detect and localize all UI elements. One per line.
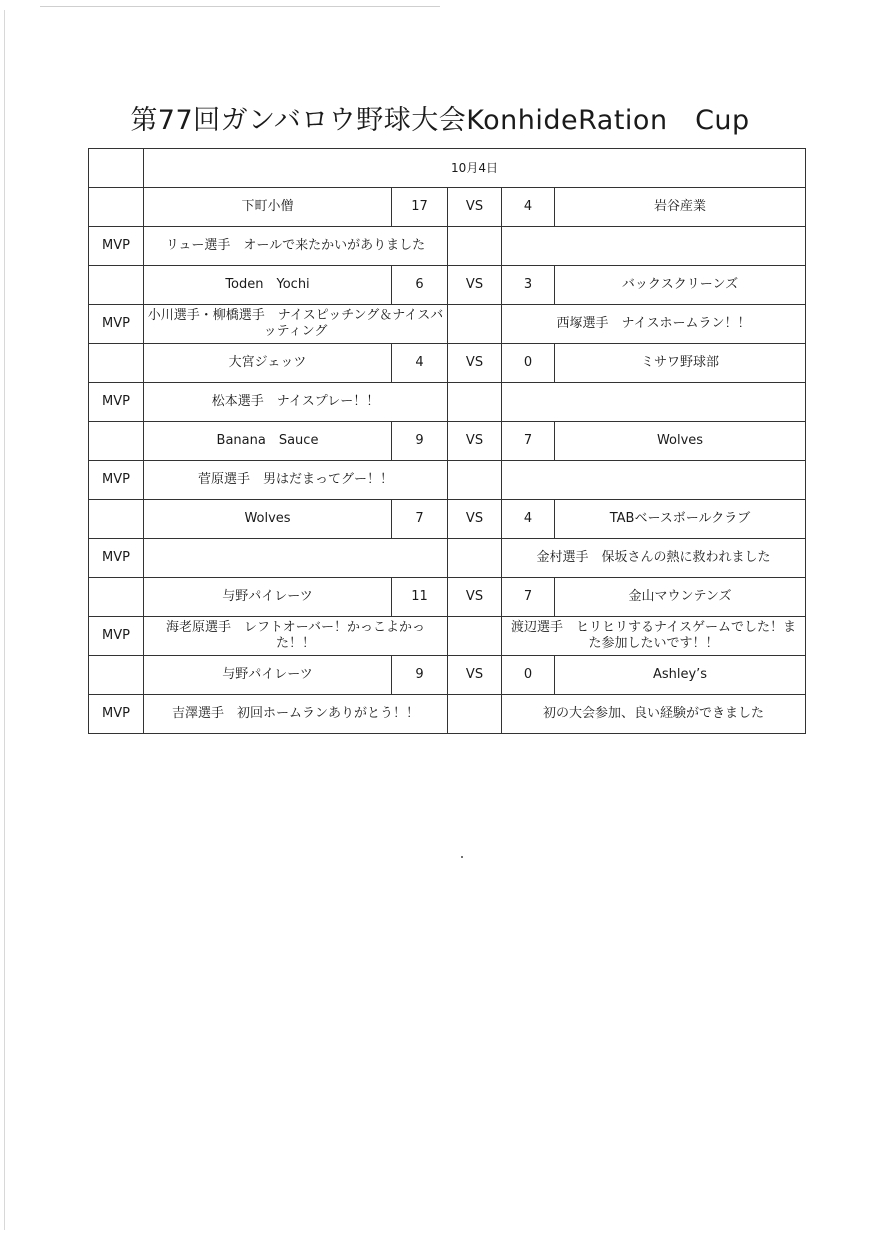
vs-label: VS <box>448 500 502 539</box>
home-team: Wolves <box>144 500 392 539</box>
home-score: 7 <box>392 500 448 539</box>
away-score: 0 <box>502 344 555 383</box>
mvp-spacer-cell <box>448 617 502 656</box>
empty-label-cell <box>89 266 144 305</box>
date-header: 10月4日 <box>144 149 806 188</box>
game-row <box>89 266 806 305</box>
mvp-spacer-cell <box>448 539 502 578</box>
game-row <box>89 188 806 227</box>
game-row <box>89 578 806 617</box>
mvp-away-comment <box>502 461 806 500</box>
mvp-label: MVP <box>89 227 144 266</box>
date-row <box>89 149 806 188</box>
mvp-spacer-cell <box>448 695 502 734</box>
empty-label-cell <box>89 656 144 695</box>
empty-label-cell <box>89 188 144 227</box>
mvp-away-comment <box>502 227 806 266</box>
mvp-away-comment: 渡辺選手 ヒリヒリするナイスゲームでした！また参加したいです！！ <box>502 617 806 656</box>
home-team: Banana Sauce <box>144 422 392 461</box>
results-table <box>88 148 806 734</box>
mvp-label: MVP <box>89 305 144 344</box>
mvp-spacer-cell <box>448 461 502 500</box>
home-team: 与野パイレーツ <box>144 656 392 695</box>
home-team: 下町小僧 <box>144 188 392 227</box>
away-team: Wolves <box>555 422 806 461</box>
vs-label: VS <box>448 344 502 383</box>
game-row <box>89 422 806 461</box>
scan-speck <box>461 856 463 858</box>
mvp-home-comment <box>144 539 448 578</box>
empty-label-cell <box>89 500 144 539</box>
mvp-label: MVP <box>89 539 144 578</box>
mvp-row <box>89 227 806 266</box>
mvp-spacer-cell <box>448 383 502 422</box>
mvp-row <box>89 539 806 578</box>
mvp-label: MVP <box>89 383 144 422</box>
game-row <box>89 500 806 539</box>
empty-label-cell <box>89 422 144 461</box>
away-score: 4 <box>502 188 555 227</box>
home-team: 大宮ジェッツ <box>144 344 392 383</box>
scan-edge <box>4 10 5 1230</box>
mvp-away-comment: 西塚選手 ナイスホームラン！！ <box>502 305 806 344</box>
home-score: 17 <box>392 188 448 227</box>
mvp-away-comment <box>502 383 806 422</box>
away-team: 岩谷産業 <box>555 188 806 227</box>
mvp-row <box>89 695 806 734</box>
mvp-away-comment: 金村選手 保坂さんの熱に救われました <box>502 539 806 578</box>
mvp-home-comment: 吉澤選手 初回ホームランありがとう！！ <box>144 695 448 734</box>
home-team: 与野パイレーツ <box>144 578 392 617</box>
away-score: 7 <box>502 578 555 617</box>
away-score: 7 <box>502 422 555 461</box>
mvp-home-comment: 海老原選手 レフトオーバー！かっこよかった！！ <box>144 617 448 656</box>
mvp-label: MVP <box>89 695 144 734</box>
home-score: 6 <box>392 266 448 305</box>
vs-label: VS <box>448 656 502 695</box>
game-row <box>89 344 806 383</box>
mvp-row <box>89 617 806 656</box>
mvp-away-comment: 初の大会参加、良い経験ができました <box>502 695 806 734</box>
game-row <box>89 656 806 695</box>
vs-label: VS <box>448 266 502 305</box>
home-score: 11 <box>392 578 448 617</box>
page-title: 第77回ガンバロウ野球大会KonhideRation Cup <box>130 105 750 136</box>
scan-edge <box>40 6 440 7</box>
home-score: 9 <box>392 656 448 695</box>
mvp-row <box>89 461 806 500</box>
mvp-label: MVP <box>89 461 144 500</box>
mvp-spacer-cell <box>448 305 502 344</box>
vs-label: VS <box>448 188 502 227</box>
away-score: 3 <box>502 266 555 305</box>
away-team: バックスクリーンズ <box>555 266 806 305</box>
mvp-row <box>89 305 806 344</box>
empty-label-cell <box>89 578 144 617</box>
vs-label: VS <box>448 578 502 617</box>
away-score: 0 <box>502 656 555 695</box>
mvp-row <box>89 383 806 422</box>
mvp-home-comment: 小川選手・柳橋選手 ナイスピッチング＆ナイスバッティング <box>144 305 448 344</box>
mvp-label: MVP <box>89 617 144 656</box>
away-team: Ashley’s <box>555 656 806 695</box>
away-team: 金山マウンテンズ <box>555 578 806 617</box>
home-score: 4 <box>392 344 448 383</box>
home-team: Toden Yochi <box>144 266 392 305</box>
mvp-home-comment: リュー選手 オールで来たかいがありました <box>144 227 448 266</box>
away-team: ミサワ野球部 <box>555 344 806 383</box>
mvp-home-comment: 松本選手 ナイスプレー！！ <box>144 383 448 422</box>
vs-label: VS <box>448 422 502 461</box>
home-score: 9 <box>392 422 448 461</box>
empty-label-cell <box>89 344 144 383</box>
away-team: TABベースボールクラブ <box>555 500 806 539</box>
corner-cell <box>89 149 144 188</box>
mvp-home-comment: 菅原選手 男はだまってグー！！ <box>144 461 448 500</box>
mvp-spacer-cell <box>448 227 502 266</box>
away-score: 4 <box>502 500 555 539</box>
